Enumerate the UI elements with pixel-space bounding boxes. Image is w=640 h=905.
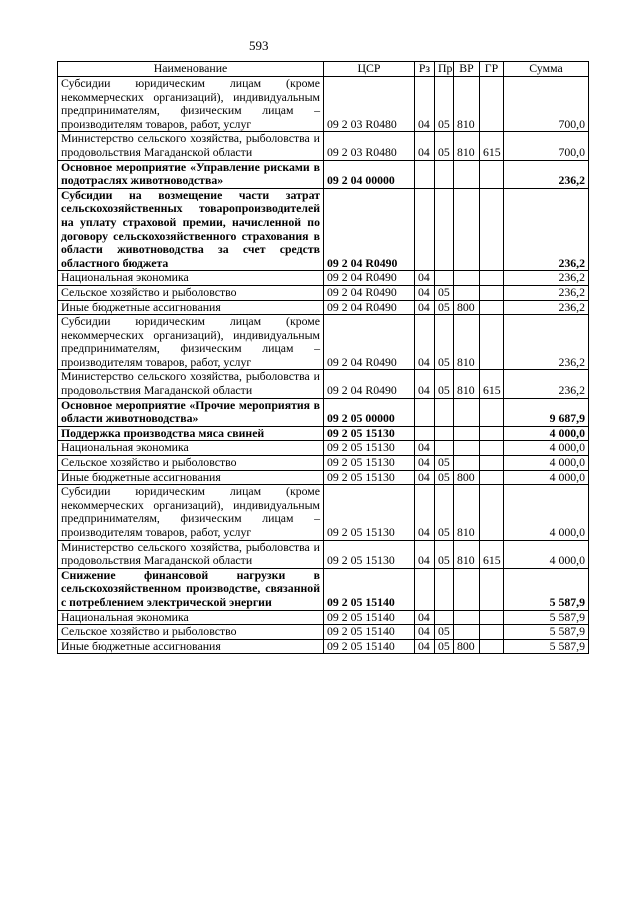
cell-gr: [480, 625, 504, 640]
cell-name: Иные бюджетные ассигнования: [58, 470, 324, 485]
table-row: [58, 540, 589, 568]
cell-csr: 09 2 05 15140: [324, 639, 415, 654]
cell-name: Национальная экономика: [58, 610, 324, 625]
header-name: Наименование: [58, 62, 324, 77]
table-row: [58, 639, 589, 654]
cell-name: Снижение финансовой нагрузки в сельскохозяйственном производстве, связанной с потреблением электрической энергии: [58, 568, 324, 610]
cell-csr: 09 2 05 15130: [324, 485, 415, 540]
cell-gr: [480, 285, 504, 300]
cell-csr: 09 2 05 15140: [324, 610, 415, 625]
cell-gr: [480, 315, 504, 370]
cell-vr: [454, 610, 480, 625]
cell-name: Министерство сельского хозяйства, рыболовства и продовольствия Магаданской области: [58, 132, 324, 160]
table-row: [58, 610, 589, 625]
header-pr: Пр: [435, 62, 454, 77]
cell-vr: [454, 160, 480, 188]
cell-csr: 09 2 05 15130: [324, 456, 415, 471]
table-row: [58, 188, 589, 271]
table-body: [58, 77, 589, 654]
cell-vr: [454, 568, 480, 610]
cell-vr: 800: [454, 639, 480, 654]
cell-pr: 05: [435, 456, 454, 471]
cell-csr: 09 2 05 15130: [324, 426, 415, 441]
table-row: [58, 160, 589, 188]
cell-sum: 236,2: [504, 370, 589, 398]
cell-vr: [454, 188, 480, 271]
cell-gr: [480, 398, 504, 426]
header-vr: ВР: [454, 62, 480, 77]
cell-rz: 04: [415, 470, 435, 485]
cell-gr: [480, 300, 504, 315]
table-row: [58, 315, 589, 370]
table-row: [58, 470, 589, 485]
cell-csr: 09 2 04 R0490: [324, 271, 415, 286]
cell-rz: 04: [415, 132, 435, 160]
cell-rz: 04: [415, 300, 435, 315]
cell-rz: 04: [415, 441, 435, 456]
cell-gr: [480, 485, 504, 540]
cell-name: Сельское хозяйство и рыболовство: [58, 285, 324, 300]
cell-csr: 09 2 05 15140: [324, 568, 415, 610]
cell-vr: [454, 271, 480, 286]
cell-sum: 236,2: [504, 188, 589, 271]
table-row: [58, 300, 589, 315]
cell-pr: 05: [435, 540, 454, 568]
cell-rz: 04: [415, 315, 435, 370]
cell-rz: 04: [415, 285, 435, 300]
page-number: 593: [249, 38, 269, 53]
cell-sum: 5 587,9: [504, 625, 589, 640]
cell-gr: [480, 77, 504, 132]
table-row: [58, 568, 589, 610]
table-row: [58, 370, 589, 398]
cell-pr: [435, 568, 454, 610]
cell-csr: 09 2 04 R0490: [324, 285, 415, 300]
cell-rz: [415, 426, 435, 441]
cell-sum: 4 000,0: [504, 540, 589, 568]
table-row: [58, 625, 589, 640]
cell-rz: 04: [415, 77, 435, 132]
cell-gr: [480, 568, 504, 610]
table-row: [58, 271, 589, 286]
cell-name: Субсидии юридическим лицам (кроме некоммерческих организаций), индивидуальным предпринимателям, физическим лицам – производителям товаров, работ, услуг: [58, 485, 324, 540]
cell-csr: 09 2 05 00000: [324, 398, 415, 426]
cell-name: Субсидии юридическим лицам (кроме некоммерческих организаций), индивидуальным предпринимателям, физическим лицам – производителям товаров, работ, услуг: [58, 315, 324, 370]
cell-gr: 615: [480, 370, 504, 398]
cell-pr: [435, 441, 454, 456]
cell-sum: 236,2: [504, 271, 589, 286]
cell-gr: 615: [480, 540, 504, 568]
cell-rz: [415, 398, 435, 426]
cell-pr: [435, 426, 454, 441]
cell-name: Национальная экономика: [58, 441, 324, 456]
cell-csr: 09 2 04 00000: [324, 160, 415, 188]
cell-csr: 09 2 04 R0490: [324, 300, 415, 315]
cell-gr: [480, 271, 504, 286]
cell-name: Национальная экономика: [58, 271, 324, 286]
cell-pr: 05: [435, 285, 454, 300]
cell-rz: 04: [415, 271, 435, 286]
cell-sum: 4 000,0: [504, 426, 589, 441]
cell-rz: 04: [415, 610, 435, 625]
cell-pr: 05: [435, 300, 454, 315]
table-row: [58, 132, 589, 160]
cell-sum: 5 587,9: [504, 610, 589, 625]
cell-sum: 4 000,0: [504, 456, 589, 471]
cell-gr: [480, 441, 504, 456]
cell-sum: 236,2: [504, 300, 589, 315]
cell-name: Иные бюджетные ассигнования: [58, 300, 324, 315]
cell-pr: 05: [435, 625, 454, 640]
cell-vr: 810: [454, 77, 480, 132]
cell-vr: 810: [454, 132, 480, 160]
table-row: [58, 456, 589, 471]
cell-pr: 05: [435, 470, 454, 485]
cell-csr: 09 2 05 15130: [324, 540, 415, 568]
cell-csr: 09 2 04 R0490: [324, 370, 415, 398]
cell-sum: 700,0: [504, 77, 589, 132]
cell-pr: [435, 188, 454, 271]
cell-rz: 04: [415, 485, 435, 540]
cell-csr: 09 2 05 15130: [324, 441, 415, 456]
cell-name: Основное мероприятие «Управление рисками в подотраслях животноводства»: [58, 160, 324, 188]
cell-gr: [480, 610, 504, 625]
cell-sum: 5 587,9: [504, 568, 589, 610]
cell-rz: [415, 188, 435, 271]
cell-rz: [415, 568, 435, 610]
cell-gr: [480, 160, 504, 188]
cell-name: Министерство сельского хозяйства, рыболовства и продовольствия Магаданской области: [58, 540, 324, 568]
cell-vr: 810: [454, 315, 480, 370]
cell-pr: [435, 610, 454, 625]
table-header: [58, 62, 589, 77]
cell-name: Поддержка производства мяса свиней: [58, 426, 324, 441]
header-sum: Сумма: [504, 62, 589, 77]
cell-gr: [480, 456, 504, 471]
cell-sum: 4 000,0: [504, 470, 589, 485]
cell-sum: 700,0: [504, 132, 589, 160]
cell-vr: 810: [454, 485, 480, 540]
table-row: [58, 441, 589, 456]
cell-vr: 810: [454, 370, 480, 398]
cell-vr: [454, 625, 480, 640]
cell-vr: [454, 456, 480, 471]
cell-sum: 4 000,0: [504, 441, 589, 456]
cell-csr: 09 2 05 15140: [324, 625, 415, 640]
cell-name: Основное мероприятие «Прочие мероприятия в области животноводства»: [58, 398, 324, 426]
cell-pr: 05: [435, 132, 454, 160]
cell-gr: 615: [480, 132, 504, 160]
cell-gr: [480, 426, 504, 441]
cell-rz: 04: [415, 625, 435, 640]
cell-sum: 4 000,0: [504, 485, 589, 540]
cell-pr: 05: [435, 315, 454, 370]
cell-sum: 5 587,9: [504, 639, 589, 654]
cell-pr: 05: [435, 485, 454, 540]
cell-csr: 09 2 03 R0480: [324, 132, 415, 160]
cell-gr: [480, 639, 504, 654]
table-row: [58, 426, 589, 441]
cell-name: Министерство сельского хозяйства, рыболовства и продовольствия Магаданской области: [58, 370, 324, 398]
cell-name: Субсидии юридическим лицам (кроме некоммерческих организаций), индивидуальным предпринимателям, физическим лицам – производителям товаров, работ, услуг: [58, 77, 324, 132]
cell-vr: [454, 398, 480, 426]
cell-pr: 05: [435, 370, 454, 398]
cell-pr: [435, 398, 454, 426]
cell-gr: [480, 470, 504, 485]
cell-pr: 05: [435, 639, 454, 654]
cell-rz: [415, 160, 435, 188]
cell-pr: [435, 271, 454, 286]
cell-gr: [480, 188, 504, 271]
header-csr: ЦСР: [324, 62, 415, 77]
table-row: [58, 398, 589, 426]
cell-sum: 236,2: [504, 160, 589, 188]
cell-name: Иные бюджетные ассигнования: [58, 639, 324, 654]
cell-csr: 09 2 05 15130: [324, 470, 415, 485]
budget-table: [57, 61, 589, 654]
cell-name: Сельское хозяйство и рыболовство: [58, 456, 324, 471]
cell-vr: [454, 285, 480, 300]
cell-sum: 236,2: [504, 315, 589, 370]
cell-csr: 09 2 04 R0490: [324, 315, 415, 370]
cell-name: Сельское хозяйство и рыболовство: [58, 625, 324, 640]
cell-sum: 9 687,9: [504, 398, 589, 426]
cell-vr: 810: [454, 540, 480, 568]
cell-pr: [435, 160, 454, 188]
cell-csr: 09 2 03 R0480: [324, 77, 415, 132]
cell-rz: 04: [415, 540, 435, 568]
cell-rz: 04: [415, 639, 435, 654]
cell-rz: 04: [415, 456, 435, 471]
cell-sum: 236,2: [504, 285, 589, 300]
cell-vr: [454, 426, 480, 441]
cell-vr: 800: [454, 470, 480, 485]
cell-name: Субсидии на возмещение части затрат сельскохозяйственных товаропроизводителей на уплату страховой премии, начисленной по договору сельскохозяйственного страхования в области животноводства за счет средств областного бюджета: [58, 188, 324, 271]
header-gr: ГР: [480, 62, 504, 77]
table-row: [58, 485, 589, 540]
cell-pr: 05: [435, 77, 454, 132]
cell-rz: 04: [415, 370, 435, 398]
table-row: [58, 285, 589, 300]
header-rz: Рз: [415, 62, 435, 77]
cell-vr: 800: [454, 300, 480, 315]
cell-vr: [454, 441, 480, 456]
table-row: [58, 77, 589, 132]
cell-csr: 09 2 04 R0490: [324, 188, 415, 271]
